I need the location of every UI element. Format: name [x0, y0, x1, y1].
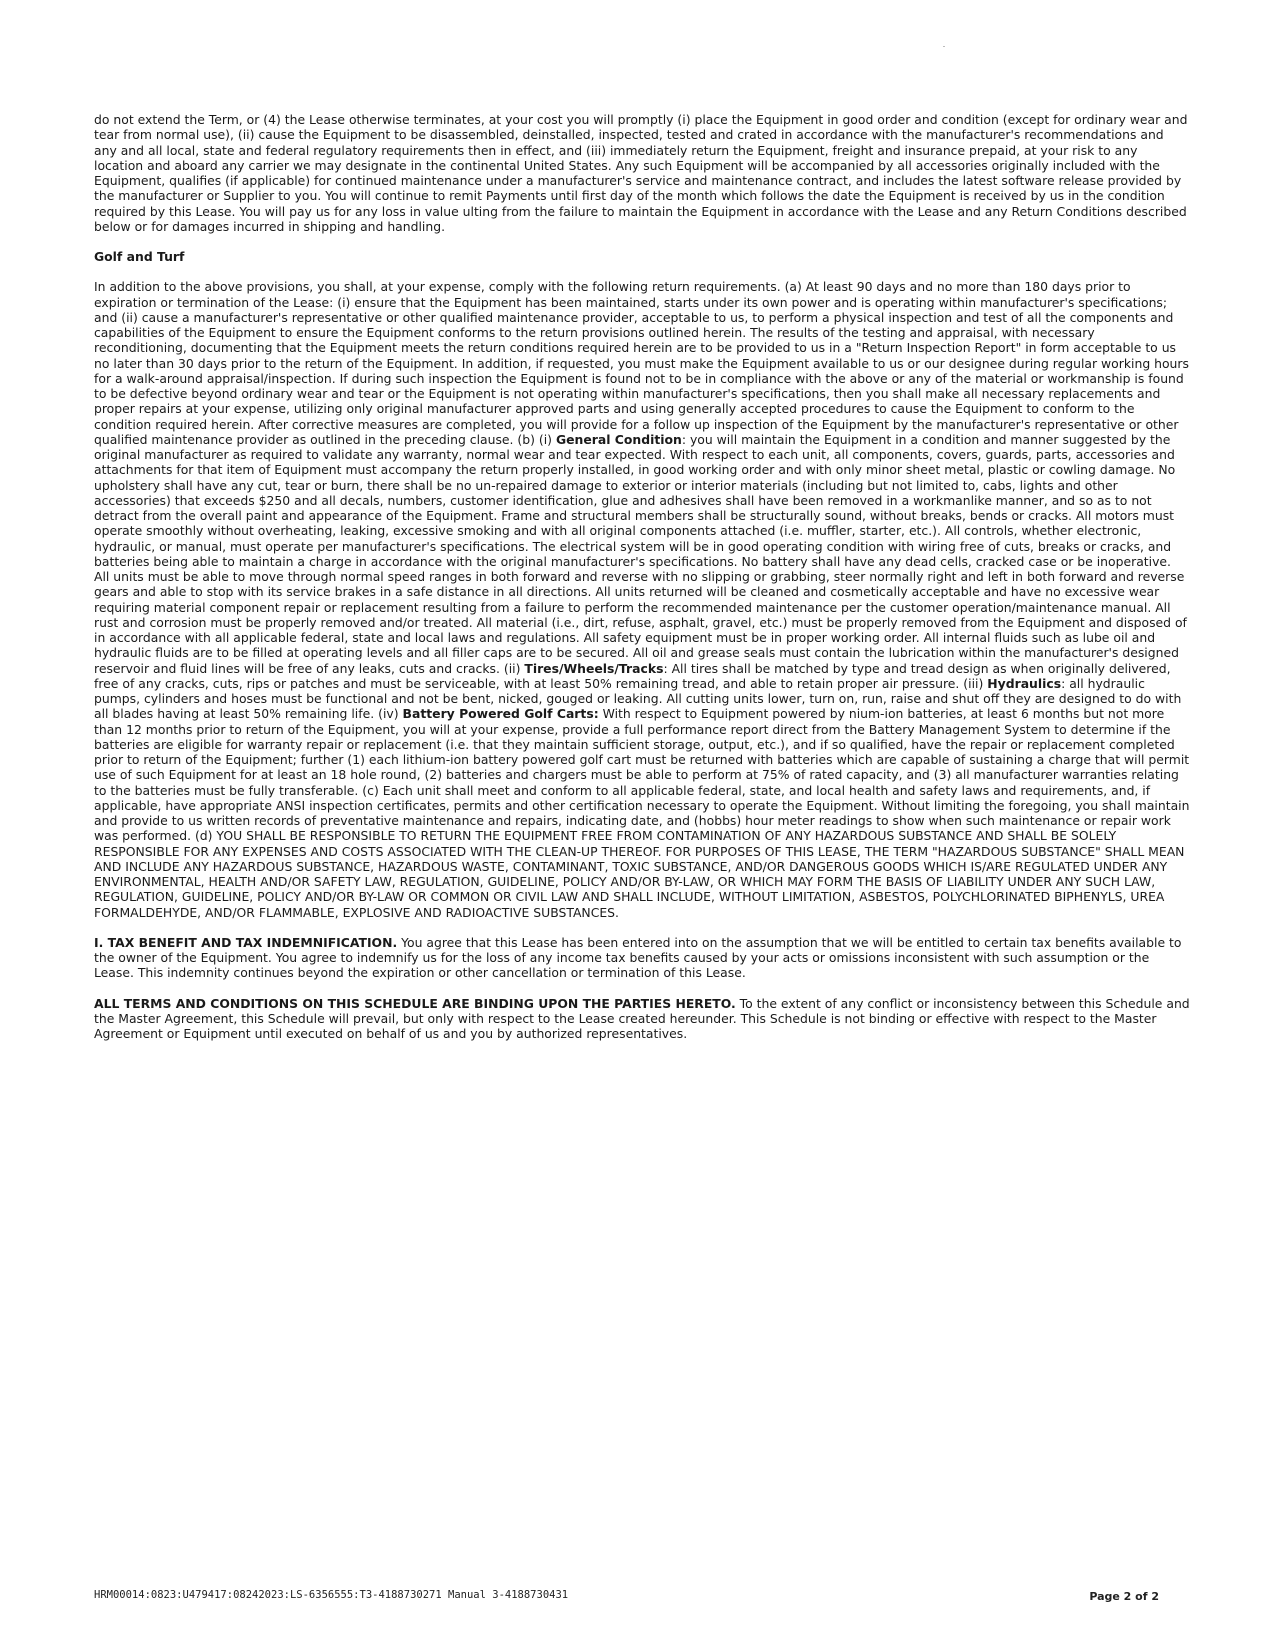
document-reference-code: HRM00014:0823:U479417:08242023:LS-6356555:T3-4188730271 Manual 3-4188730431: [94, 1589, 569, 1601]
tires-wheels-tracks-label: Tires/Wheels/Tracks: [524, 660, 664, 676]
tax-indemnification-heading: I. TAX BENEFIT AND TAX INDEMNIFICATION.: [94, 934, 398, 950]
binding-terms-heading: ALL TERMS AND CONDITIONS ON THIS SCHEDULE ARE BINDING UPON THE PARTIES HERETO.: [94, 995, 736, 1011]
general-condition-label: General Condition: [555, 431, 682, 447]
return-conditions-paragraph: do not extend the Term, or (4) the Lease otherwise terminates, at your cost you will promptly (i) place the Equipment in good order and condition (except for ordinary wear and tear from normal use), (ii) cause the Equipment to be disassembled, deinstalled, inspected, tested and crated in accordance with the manufacturer's recommendations and any and all local, state and federal regulatory requirements then in effect, and (iii) immediately return the Equipment, freight and insurance prepaid, at your risk to any location and aboard any carrier we may designate in the continental United States. Any such Equipment will be accompanied by all accessories originally included with the Equipment, qualifies (if applicable) for continued maintenance under a manufacturer's service and maintenance contract, and includes the latest software release provided by the manufacturer or Supplier to you. You will continue to remit Payments until first day of the month which follows the date the Equipment is received by us in the condition required by this Lease. You will pay us for any loss in value ulting from the failure to maintain the Equipment in accordance with the Lease and any Return Conditions described below or for damages incurred in shipping and handling.: [94, 112, 1188, 234]
scan-speck: [943, 46, 945, 47]
tax-indemnification-text: You agree that this Lease has been entered into on the assumption that we will be entitled to certain tax benefits available to the owner of the Equipment. You agree to indemnify us for the loss of any income tax benefits caused by your acts or omissions inconsistent with such assumption or the Lease. This indemnity continues beyond the expiration or other cancellation or termination of this Lease.: [94, 934, 1182, 981]
binding-terms-text: To the extent of any conflict or inconsistency between this Schedule and the Master Agreement, this Schedule will prevail, but only with respect to the Lease created hereunder. This Schedule is not binding or effective with respect to the Master Agreement or Equipment until executed on behalf of us and you by authorized representatives.: [94, 995, 1190, 1041]
golf-turf-paragraph: [94, 279, 1190, 920]
golf-text-part-4: : all hydraulic pumps, cylinders and hoses must be functional and not be bent, nicked, gouged or leaking. All cutting units lower, turn on, run, raise and shut off they are designed to do with all blades having at least 50% remaining life. (iv): [94, 675, 1182, 722]
page-number: Page 2 of 2: [1089, 1590, 1159, 1603]
document-body: [94, 112, 1190, 1041]
golf-text-part-5: With respect to Equipment powered by nium-ion batteries, at least 6 months but not more than 12 months prior to return of the Equipment, you will at your expense, provide a full performance report direct from the Battery Management System to determine if the batteries are eligible for warranty repair or replacement (i.e. that they maintain sufficient storage, output, etc.), and if so qualified, have the repair or replacement completed prior to return of the Equipment; further (1) each lithium-ion battery powered golf cart must be returned with batteries which are capable of sustaining a charge that will permit use of such Equipment for at least an 18 hole round, (2) batteries and chargers must be able to perform at 75% of rated capacity, and (3) all manufacturer warranties relating to the batteries must be fully transferable. (c) Each unit shall meet and conform to all applicable federal, state, and local health and safety laws and requirements, and, if applicable, have appropriate ANSI inspection certificates, permits and other certification necessary to operate the Equipment. Without limiting the foregoing, you shall maintain and provide to us written records of preventative maintenance and repairs, indicating date, and (hobbs) hour meter readings to show when such maintenance or repair work was performed. (d) YOU SHALL BE RESPONSIBLE TO RETURN THE EQUIPMENT FREE FROM CONTAMINATION OF ANY HAZARDOUS SUBSTANCE AND SHALL BE SOLELY RESPONSIBLE FOR ANY EXPENSES AND COSTS ASSOCIATED WITH THE CLEAN-UP THEREOF. FOR PURPOSES OF THIS LEASE, THE TERM "HAZARDOUS SUBSTANCE" SHALL MEAN AND INCLUDE ANY HAZARDOUS SUBSTANCE, HAZARDOUS WASTE, CONTAMINANT, TOXIC SUBSTANCE, AND/OR DANGEROUS GOODS WHICH IS/ARE REGULATED UNDER ANY ENVIRONMENTAL, HEALTH AND/OR SAFETY LAW, REGULATION, GUIDELINE, POLICY AND/OR BY-LAW, OR WHICH MAY FORM THE BASIS OF LIABILITY UNDER ANY SUCH LAW, REGULATION, GUIDELINE, POLICY AND/OR BY-LAW OR COMMON OR CIVIL LAW AND SHALL INCLUDE, WITHOUT LIMITATION, ASBESTOS, POLYCHLORINATED BIPHENYLS, UREA FORMALDEHYDE, AND/OR FLAMMABLE, EXPLOSIVE AND RADIOACTIVE SUBSTANCES.: [94, 706, 1190, 920]
golf-text-part-3: : All tires shall be matched by type and tread design as when originally delivered, free of any cracks, cuts, rips or patches and must be serviceable, with at least 50% remaining tread, and able to retain proper air pressure. (iii): [94, 660, 1171, 691]
tax-indemnification-paragraph: [94, 935, 1190, 981]
battery-golf-carts-label: Battery Powered Golf Carts:: [402, 706, 599, 722]
golf-text-part-2: : you will maintain the Equipment in a condition and manner suggested by the original manufacturer as required to validate any warranty, normal wear and tear expected. With respect to each unit, all components, covers, guards, parts, accessories and attachments for that item of Equipment must accompany the return properly installed, in good working order and with only minor sheet metal, plastic or cowling damage. No upholstery shall have any cut, tear or burn, there shall be no un-repaired damage to exterior or interior materials (including but not limited to, cabs, lights and other accessories) that exceeds $250 and all decals, numbers, customer identification, glue and adhesives shall have been removed in a workmanlike manner, and so as to not detract from the overall paint and appearance of the Equipment. Frame and structural members shall be structurally sound, without breaks, bends or cracks. All motors must operate smoothly without overheating, leaking, excessive smoking and with all original components attached (i.e. muffler, starter, etc.). All controls, whether electronic, hydraulic, or manual, must operate per manufacturer's specifications. The electrical system will be in good operating condition with wiring free of cuts, breaks or cracks, and batteries being able to maintain a charge in accordance with the original manufacturer's specifications. No battery shall have any dead cells, cracked case or be inoperative. All units must be able to move through normal speed ranges in both forward and reverse with no slipping or grabbing, steer normally right and left in both forward and reverse gears and able to stop with its service brakes in a safe distance in all directions. All units returned will be cleaned and cosmetically acceptable and have no excessive wear requiring material component repair or replacement resulting from a failure to perform the recommended maintenance per the customer operation/maintenance manual. All rust and corrosion must be properly removed and/or treated. All material (i.e., dirt, refuse, asphalt, gravel, etc.) must be properly removed from the Equipment and disposed of in accordance with all applicable federal, state and local laws and regulations. All safety equipment must be in proper working order. All internal fluids such as lube oil and hydraulic fluids are to be filled at operating levels and all filler caps are to be secured. All oil and grease seals must contain the lubrication within the manufacturer's designed reservoir and fluid lines will be free of any leaks, cuts and cracks. (ii): [94, 431, 1187, 676]
binding-terms-paragraph: [94, 996, 1190, 1042]
golf-turf-heading: Golf and Turf: [94, 249, 185, 264]
golf-text-part-1: In addition to the above provisions, you shall, at your expense, comply with the following return requirements. (a) At least 90 days and no more than 180 days prior to expiration or termination of the Lease: (i) ensure that the Equipment has been maintained, starts under its own power and is operating within manufacturer's specifications; and (ii) cause a manufacturer's representative or other qualified maintenance provider, acceptable to us, to perform a physical inspection and test of all the components and capabilities of the Equipment to ensure the Equipment conforms to the return provisions outlined herein. The results of the testing and appraisal, with necessary reconditioning, documenting that the Equipment meets the return conditions required herein are to be provided to us in a "Return Inspection Report" in form acceptable to us no later than 30 days prior to the return of the Equipment. In addition, if requested, you must make the Equipment available to us or our designee during regular working hours for a walk-around appraisal/inspection. If during such inspection the Equipment is found not to be in compliance with the above or any of the material or workmanship is found to be defective beyond ordinary wear and tear or the Equipment is not operating within manufacturer's specifications, then you shall make all necessary replacements and proper repairs at your expense, utilizing only original manufacturer approved parts and using generally accepted procedures to cause the Equipment to conform to the condition required herein. After corrective measures are completed, you will provide for a follow up inspection of the Equipment by the manufacturer's representative or other qualified maintenance provider as outlined in the preceding clause. (b) (i): [94, 279, 1189, 447]
hydraulics-label: Hydraulics: [987, 675, 1062, 691]
